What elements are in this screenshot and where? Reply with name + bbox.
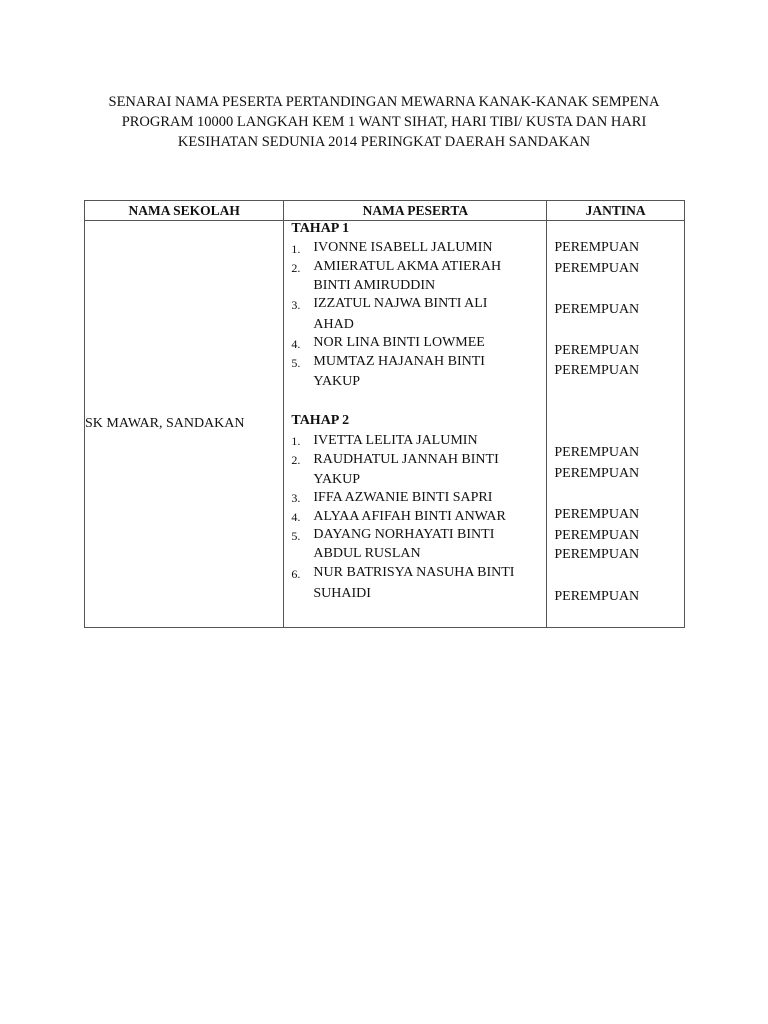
gender-value: PEREMPUAN <box>554 528 640 543</box>
list-number: 6. <box>291 567 301 581</box>
table-header-row <box>85 201 685 221</box>
title-line-2: PROGRAM 10000 LANGKAH KEM 1 WANT SIHAT, HARI TIBI/ KUSTA DAN HARI <box>121 114 647 130</box>
participant-name: NOR LINA BINTI LOWMEE <box>313 335 485 350</box>
gender-value: PEREMPUAN <box>554 240 640 255</box>
gender-value: PEREMPUAN <box>554 363 640 378</box>
header-nama-sekolah: NAMA SEKOLAH <box>85 201 284 221</box>
participant-name: NUR BATRISYA NASUHA BINTI <box>313 565 515 580</box>
participant-names-cell <box>284 221 547 628</box>
participant-name: DAYANG NORHAYATI BINTI <box>313 527 495 542</box>
participant-name: IFFA AZWANIE BINTI SAPRI <box>313 490 493 505</box>
participant-name-cont: BINTI AMIRUDDIN <box>313 278 436 293</box>
header-jantina: JANTINA <box>547 201 685 221</box>
stage-label-1: TAHAP 1 <box>291 221 350 236</box>
gender-value: PEREMPUAN <box>554 302 640 317</box>
document-title <box>84 92 684 152</box>
participant-name-cont: ABDUL RUSLAN <box>313 546 421 561</box>
participant-name-cont: AHAD <box>313 317 354 332</box>
list-number: 1. <box>291 434 301 448</box>
participant-name: RAUDHATUL JANNAH BINTI <box>313 452 499 467</box>
list-number: 4. <box>291 337 301 351</box>
school-name: SK MAWAR, SANDAKAN <box>85 221 284 628</box>
participant-name: IZZATUL NAJWA BINTI ALI <box>313 296 488 311</box>
participant-name-cont: YAKUP <box>313 374 361 389</box>
gender-value: PEREMPUAN <box>554 261 640 276</box>
gender-value: PEREMPUAN <box>554 466 640 481</box>
list-number: 2. <box>291 261 301 275</box>
list-number: 3. <box>291 298 301 312</box>
participant-name: MUMTAZ HAJANAH BINTI <box>313 354 485 369</box>
gender-value: PEREMPUAN <box>554 547 640 562</box>
participant-name-cont: SUHAIDI <box>313 586 371 601</box>
participant-name: IVETTA LELITA JALUMIN <box>313 433 478 448</box>
participant-table <box>84 200 685 628</box>
list-number: 1. <box>291 242 301 256</box>
title-line-3: KESIHATAN SEDUNIA 2014 PERINGKAT DAERAH SANDAKAN <box>177 134 591 150</box>
participant-name: IVONNE ISABELL JALUMIN <box>313 240 493 255</box>
gender-cell <box>547 221 685 628</box>
participant-name: ALYAA AFIFAH BINTI ANWAR <box>313 509 506 524</box>
gender-value: PEREMPUAN <box>554 445 640 460</box>
participant-name-cont: YAKUP <box>313 472 361 487</box>
gender-value: PEREMPUAN <box>554 343 640 358</box>
table-row <box>85 221 685 628</box>
participant-name: AMIERATUL AKMA ATIERAH <box>313 259 502 274</box>
gender-value: PEREMPUAN <box>554 507 640 522</box>
list-number: 5. <box>291 529 301 543</box>
stage-label-2: TAHAP 2 <box>291 413 350 428</box>
header-nama-peserta: NAMA PESERTA <box>284 201 547 221</box>
list-number: 4. <box>291 510 301 524</box>
list-number: 5. <box>291 356 301 370</box>
list-number: 2. <box>291 453 301 467</box>
list-number: 3. <box>291 491 301 505</box>
gender-value: PEREMPUAN <box>554 589 640 604</box>
title-line-1: SENARAI NAMA PESERTA PERTANDINGAN MEWARNA KANAK-KANAK SEMPENA <box>108 94 660 110</box>
